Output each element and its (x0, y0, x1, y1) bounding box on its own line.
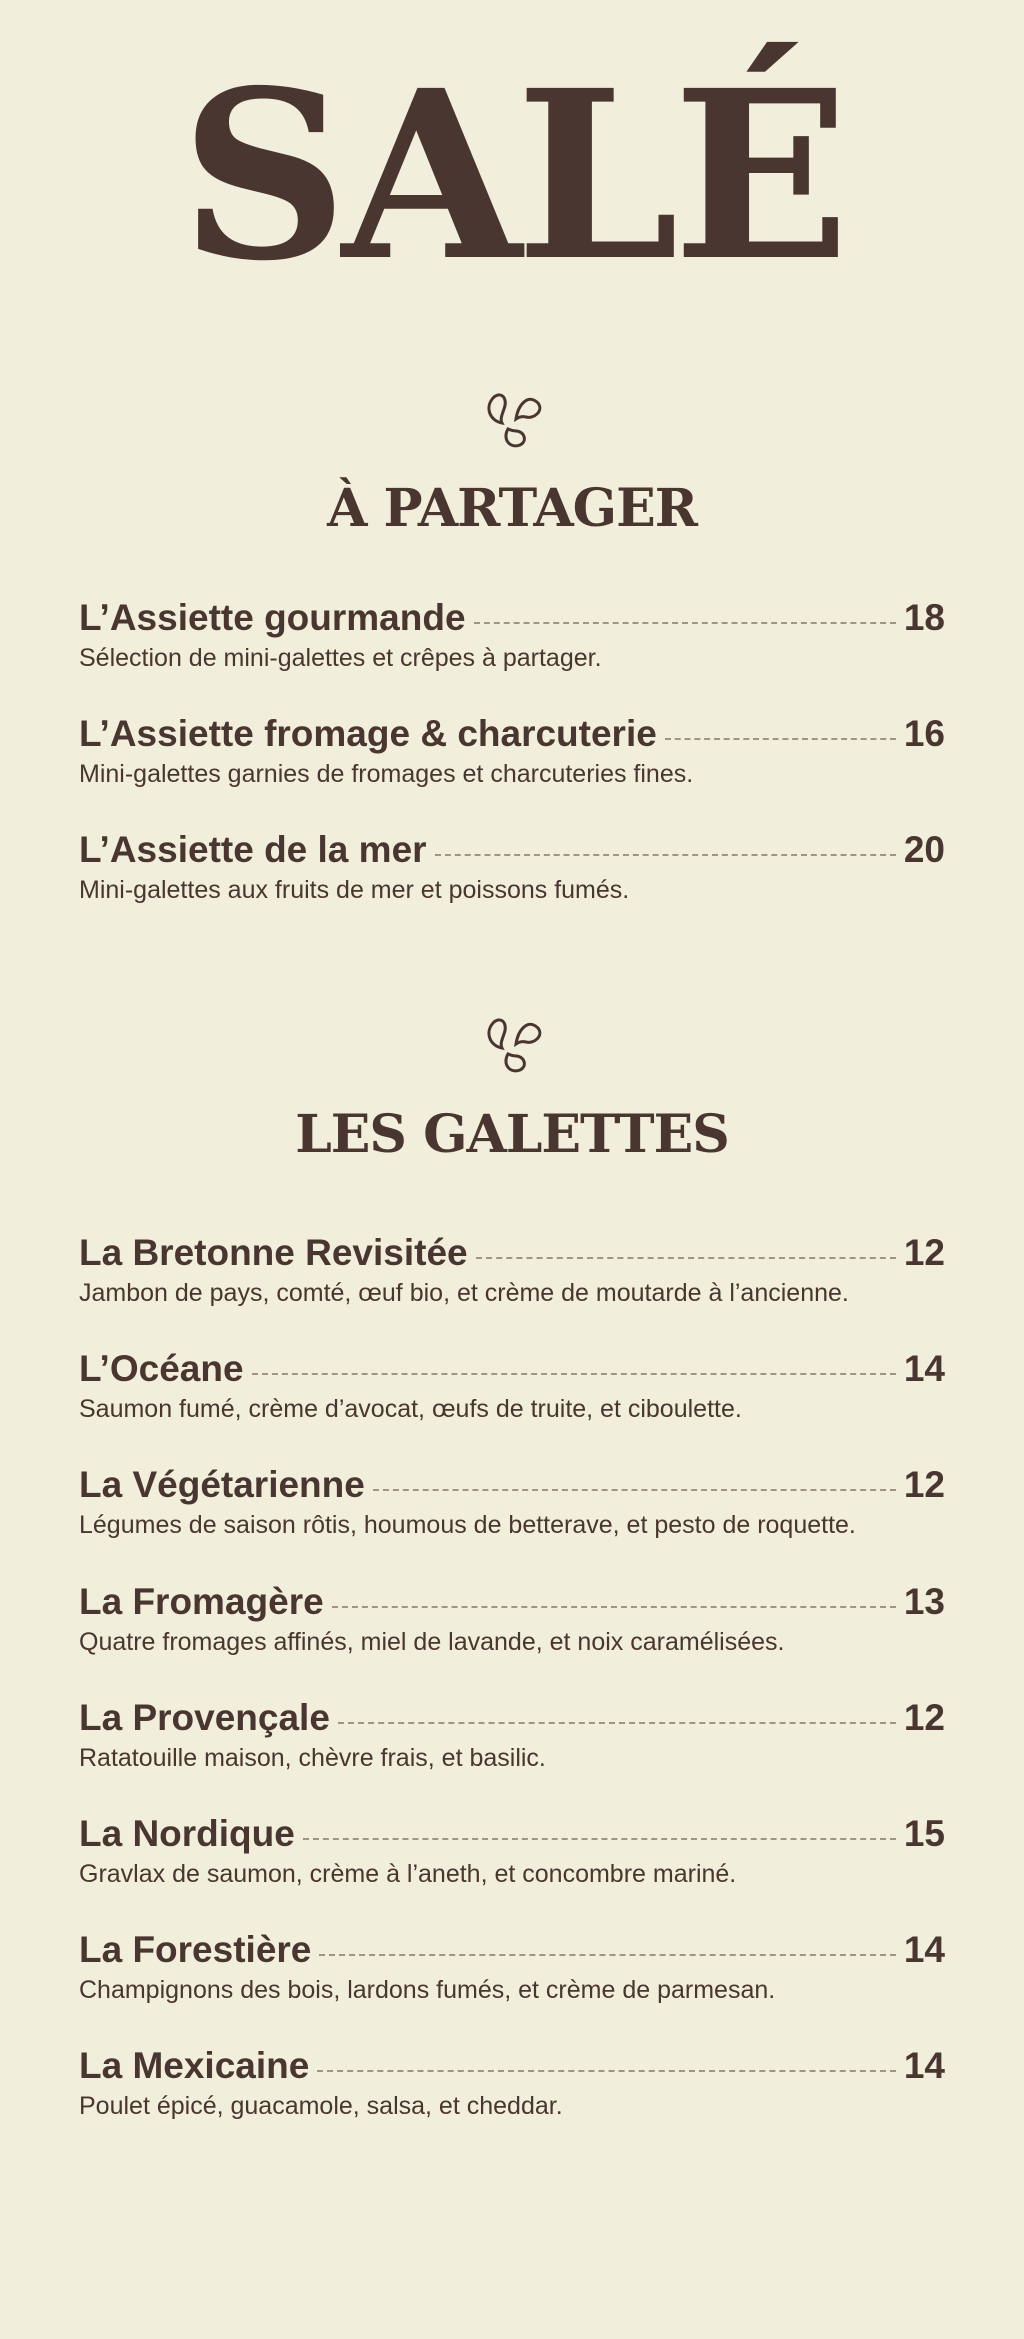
item-description: Jambon de pays, comté, œuf bio, et crème de moutarde à l’ancienne. (79, 1278, 849, 1307)
item-description: Sélection de mini-galettes et crêpes à partager. (79, 643, 602, 672)
item-name: La Provençale (79, 1697, 330, 1738)
item-description: Champignons des bois, lardons fumés, et crème de parmesan. (79, 1975, 776, 2004)
item-price: 13 (903, 1581, 945, 1622)
dotted-leader (317, 2070, 896, 2072)
menu-item (79, 1814, 945, 1889)
dotted-leader (373, 1489, 896, 1491)
item-price: 18 (903, 597, 945, 638)
item-price: 12 (903, 1232, 945, 1273)
dotted-leader (435, 854, 896, 856)
fleuron-ornament-icon (472, 1008, 552, 1078)
item-price: 20 (903, 829, 945, 870)
section-title-a-partager: À PARTAGER (327, 478, 697, 539)
fleuron-ornament-icon (472, 383, 552, 453)
item-description: Ratatouille maison, chèvre frais, et basilic. (79, 1743, 546, 1772)
item-name: La Nordique (79, 1813, 295, 1854)
item-price: 16 (903, 713, 945, 754)
menu-title: SALÉ (180, 39, 844, 312)
item-description: Mini-galettes aux fruits de mer et poissons fumés. (79, 875, 630, 904)
menu-item (79, 1233, 945, 1308)
item-name: La Végétarienne (79, 1464, 365, 1505)
dotted-leader (332, 1606, 896, 1608)
menu-item (79, 2046, 945, 2121)
dotted-leader (474, 622, 896, 624)
item-description: Saumon fumé, crème d’avocat, œufs de truite, et ciboulette. (79, 1394, 742, 1423)
item-price: 12 (903, 1464, 945, 1505)
menu-item (79, 830, 945, 905)
item-name: L’Assiette de la mer (79, 829, 427, 870)
menu-item (79, 1582, 945, 1657)
dotted-leader (665, 738, 896, 740)
item-description: Poulet épicé, guacamole, salsa, et cheddar. (79, 2091, 563, 2120)
menu-item (79, 598, 945, 673)
item-description: Légumes de saison rôtis, houmous de betterave, et pesto de roquette. (79, 1510, 856, 1539)
item-name: La Forestière (79, 1929, 312, 1970)
item-price: 15 (903, 1813, 945, 1854)
item-description: Mini-galettes garnies de fromages et charcuteries fines. (79, 759, 694, 788)
item-name: L’Océane (79, 1348, 244, 1389)
dotted-leader (476, 1257, 896, 1259)
menu-item (79, 1698, 945, 1773)
item-name: L’Assiette gourmande (79, 597, 466, 638)
item-name: La Bretonne Revisitée (79, 1232, 468, 1273)
item-price: 14 (903, 1929, 945, 1970)
menu-item (79, 1349, 945, 1424)
menu-item (79, 714, 945, 789)
item-price: 12 (903, 1697, 945, 1738)
item-name: La Mexicaine (79, 2045, 310, 2086)
item-name: L’Assiette fromage & charcuterie (79, 713, 657, 754)
section-title-les-galettes: LES GALETTES (295, 1104, 729, 1165)
menu-item (79, 1930, 945, 2005)
menu-item (79, 1465, 945, 1540)
item-description: Gravlax de saumon, crème à l’aneth, et concombre mariné. (79, 1859, 737, 1888)
item-price: 14 (903, 2045, 945, 2086)
item-price: 14 (903, 1348, 945, 1389)
item-description: Quatre fromages affinés, miel de lavande, et noix caramélisées. (79, 1627, 785, 1656)
dotted-leader (319, 1954, 895, 1956)
dotted-leader (252, 1373, 896, 1375)
dotted-leader (303, 1838, 896, 1840)
item-name: La Fromagère (79, 1581, 324, 1622)
dotted-leader (338, 1722, 896, 1724)
